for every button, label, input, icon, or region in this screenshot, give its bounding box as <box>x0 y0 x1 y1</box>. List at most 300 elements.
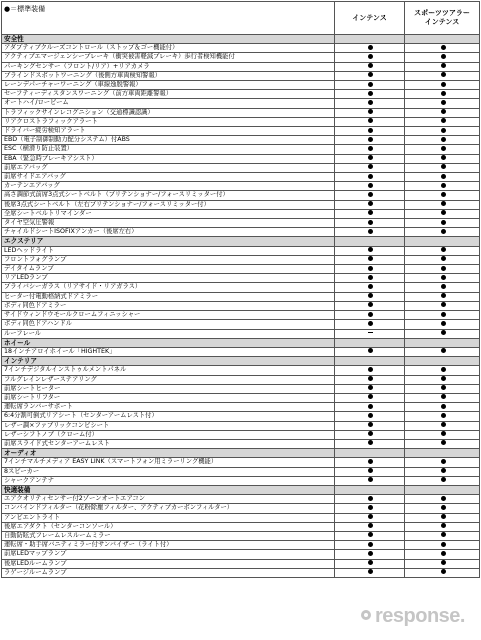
standard-dot-icon <box>368 220 373 225</box>
standard-dot-icon <box>441 220 446 225</box>
standard-dot-icon <box>441 247 446 252</box>
intens-availability <box>335 274 405 283</box>
intens-availability <box>335 476 405 485</box>
standard-dot-icon <box>368 256 373 261</box>
feature-name: プライバシーガラス（リアサイド・リアガラス） <box>2 283 335 292</box>
sports-tourer-availability <box>405 136 480 145</box>
feature-name: 7インチデジタルインストゥルメントパネル <box>2 366 335 375</box>
standard-dot-icon <box>368 440 373 445</box>
watermark-logo <box>371 603 479 629</box>
feature-name: 前席サイドエアバッグ <box>2 173 335 182</box>
standard-dot-icon <box>441 523 446 528</box>
standard-dot-icon <box>368 413 373 418</box>
sports-tourer-availability <box>405 550 480 559</box>
standard-dot-icon <box>368 321 373 326</box>
table-row <box>2 375 480 384</box>
feature-name: 前席シートリフター <box>2 393 335 402</box>
legend-cell: ●＝標準装備 <box>2 2 335 35</box>
table-row <box>2 541 480 550</box>
feature-name: 高さ調節式前席3点式シートベルト（プリテンショナー/フォースリミッター付） <box>2 191 335 200</box>
intens-availability <box>335 531 405 540</box>
standard-dot-icon <box>441 440 446 445</box>
feature-name: 18インチアロイホイール「HIGHTEK」 <box>2 347 335 356</box>
standard-dot-icon <box>368 367 373 372</box>
table-row <box>2 99 480 108</box>
standard-dot-icon <box>368 146 373 151</box>
feature-name: ルーフレール <box>2 329 335 338</box>
standard-dot-icon <box>368 376 373 381</box>
sports-tourer-availability <box>405 513 480 522</box>
sports-tourer-availability <box>405 495 480 504</box>
standard-dot-icon <box>368 128 373 133</box>
standard-dot-icon <box>441 496 446 501</box>
table-row <box>2 568 480 577</box>
sports-tourer-availability <box>405 439 480 448</box>
standard-dot-icon <box>441 100 446 105</box>
standard-dot-icon <box>368 100 373 105</box>
standard-dot-icon <box>441 404 446 409</box>
sports-tourer-availability <box>405 44 480 53</box>
sports-tourer-availability <box>405 255 480 264</box>
standard-dot-icon <box>368 210 373 215</box>
standard-dot-icon <box>441 164 446 169</box>
standard-dot-icon <box>441 128 446 133</box>
feature-name: ドライバー疲労検知アラート <box>2 127 335 136</box>
table-row <box>2 495 480 504</box>
table-row <box>2 393 480 402</box>
standard-dot-icon <box>441 330 446 335</box>
table-row <box>2 329 480 338</box>
intens-availability <box>335 430 405 439</box>
feature-name: 運転席・助手席バニティミラー付サンバイザー（ライト付） <box>2 541 335 550</box>
standard-dot-icon <box>368 164 373 169</box>
standard-dot-icon <box>368 551 373 556</box>
standard-dot-icon <box>368 82 373 87</box>
table-row <box>2 292 480 301</box>
standard-dot-icon <box>368 155 373 160</box>
intens-availability <box>335 117 405 126</box>
standard-dot-icon <box>368 91 373 96</box>
intens-availability <box>335 384 405 393</box>
table-row <box>2 219 480 228</box>
intens-availability <box>335 228 405 237</box>
table-row <box>2 476 480 485</box>
feature-name: チャイルドシートISOFIXアンカー（後席左右） <box>2 228 335 237</box>
feature-name: 自動防眩式フレームレスルームミラー <box>2 531 335 540</box>
standard-dot-icon <box>441 174 446 179</box>
sports-tourer-availability <box>405 403 480 412</box>
intens-availability <box>335 136 405 145</box>
model-sports-tourer-line1: スポーツツアラー <box>414 9 470 17</box>
feature-name: ラゲージルームランプ <box>2 568 335 577</box>
standard-dot-icon <box>441 532 446 537</box>
intens-availability <box>335 182 405 191</box>
table-row <box>2 347 480 356</box>
intens-availability <box>335 81 405 90</box>
intens-availability <box>335 568 405 577</box>
feature-name: LEDヘッドライト <box>2 246 335 255</box>
intens-availability <box>335 71 405 80</box>
standard-dot-icon <box>368 72 373 77</box>
section-header-row <box>2 237 480 246</box>
intens-availability <box>335 219 405 228</box>
feature-name: ボディ同色ドアハンドル <box>2 320 335 329</box>
standard-dot-icon <box>441 82 446 87</box>
standard-dot-icon <box>441 560 446 565</box>
sports-tourer-availability <box>405 467 480 476</box>
sports-tourer-availability <box>405 541 480 550</box>
standard-dot-icon <box>441 385 446 390</box>
sports-tourer-availability <box>405 531 480 540</box>
intens-availability <box>335 292 405 301</box>
standard-dot-icon <box>368 275 373 280</box>
feature-name: サイドウィンドウモールクロームフィニッシャー <box>2 311 335 320</box>
watermark-text: response. <box>375 605 465 627</box>
feature-name: 後席エアダクト（センターコンソール） <box>2 522 335 531</box>
table-row <box>2 246 480 255</box>
watermark-ring-icon <box>361 610 371 620</box>
section-empty-cell <box>335 485 405 494</box>
standard-dot-icon <box>368 532 373 537</box>
sports-tourer-availability <box>405 320 480 329</box>
intens-availability <box>335 541 405 550</box>
feature-name: 前席エアバッグ <box>2 163 335 172</box>
standard-dot-icon <box>441 146 446 151</box>
table-row <box>2 301 480 310</box>
standard-dot-icon <box>368 174 373 179</box>
feature-name: レザー調×ファブリックコンビシート <box>2 421 335 430</box>
standard-dot-icon <box>368 247 373 252</box>
sports-tourer-availability <box>405 421 480 430</box>
standard-dot-icon <box>368 192 373 197</box>
feature-name: 8スピーカー <box>2 467 335 476</box>
intens-availability <box>335 163 405 172</box>
section-title: 安全性 <box>2 35 335 44</box>
standard-dot-icon <box>368 284 373 289</box>
intens-availability <box>335 173 405 182</box>
sports-tourer-availability <box>405 99 480 108</box>
sports-tourer-availability <box>405 182 480 191</box>
feature-name: レーンデパーチャーワーニング（車線逸脱警報） <box>2 81 335 90</box>
standard-dot-icon <box>441 542 446 547</box>
standard-dot-icon <box>441 183 446 188</box>
table-row <box>2 90 480 99</box>
intens-availability <box>335 191 405 200</box>
standard-dot-icon <box>441 514 446 519</box>
standard-dot-icon <box>368 514 373 519</box>
standard-dot-icon <box>368 293 373 298</box>
standard-dot-icon <box>441 275 446 280</box>
standard-dot-icon <box>441 394 446 399</box>
sports-tourer-availability <box>405 246 480 255</box>
sports-tourer-availability <box>405 347 480 356</box>
sports-tourer-availability <box>405 430 480 439</box>
sports-tourer-availability <box>405 366 480 375</box>
standard-dot-icon <box>441 54 446 59</box>
standard-dot-icon <box>441 91 446 96</box>
table-row <box>2 403 480 412</box>
standard-dot-icon <box>441 155 446 160</box>
intens-availability <box>335 403 405 412</box>
feature-name: 運転席ランバーサポート <box>2 403 335 412</box>
intens-availability <box>335 209 405 218</box>
sports-tourer-availability <box>405 108 480 117</box>
feature-name: リアLEDランプ <box>2 274 335 283</box>
table-row <box>2 522 480 531</box>
standard-dot-icon <box>368 542 373 547</box>
model-sports-tourer-line2: インテンス <box>424 18 460 26</box>
feature-name: アクティブエマージェンシーブレーキ（衝突被害軽減ブレーキ）歩行者検知機能付 <box>2 53 335 62</box>
section-title: 快適装備 <box>2 485 335 494</box>
table-row <box>2 421 480 430</box>
feature-name: フルグレインレザーステアリング <box>2 375 335 384</box>
intens-availability <box>335 108 405 117</box>
standard-dot-icon <box>368 505 373 510</box>
standard-dot-icon <box>441 477 446 482</box>
table-row <box>2 430 480 439</box>
feature-name: リアクロストラフィックアラート <box>2 117 335 126</box>
standard-dot-icon <box>441 109 446 114</box>
sports-tourer-availability <box>405 228 480 237</box>
table-row <box>2 559 480 568</box>
standard-dot-icon <box>441 312 446 317</box>
standard-dot-icon <box>441 551 446 556</box>
feature-name: セーフティーディスタンスワーニング（前方車両距離警報） <box>2 90 335 99</box>
table-row <box>2 504 480 513</box>
feature-name: 後席3点式シートベルト（左右プリテンショナー/フォースリミッター付） <box>2 200 335 209</box>
feature-name: ヒーター付電動格納式ドアミラー <box>2 292 335 301</box>
not-available-dash-icon <box>368 332 373 333</box>
standard-dot-icon <box>368 496 373 501</box>
table-row <box>2 209 480 218</box>
intens-availability <box>335 255 405 264</box>
feature-name: ブラインドスポットワーニング（後側方車両検知警報） <box>2 71 335 80</box>
intens-availability <box>335 458 405 467</box>
table-row <box>2 366 480 375</box>
standard-dot-icon <box>368 266 373 271</box>
table-row <box>2 265 480 274</box>
sports-tourer-availability <box>405 292 480 301</box>
section-title: インテリア <box>2 357 335 366</box>
sports-tourer-availability <box>405 127 480 136</box>
feature-name: アダプティブクルーズコントロール（ストップ＆ゴー機能付） <box>2 44 335 53</box>
intens-availability <box>335 366 405 375</box>
sports-tourer-availability <box>405 145 480 154</box>
feature-name: オートハイ/ロービーム <box>2 99 335 108</box>
feature-name: ESC（横滑り防止装置） <box>2 145 335 154</box>
section-header-row <box>2 357 480 366</box>
standard-dot-icon <box>368 459 373 464</box>
sports-tourer-availability <box>405 191 480 200</box>
table-row <box>2 200 480 209</box>
intens-availability <box>335 154 405 163</box>
table-row <box>2 311 480 320</box>
feature-name: レザーシフトノブ（クローム付） <box>2 430 335 439</box>
standard-dot-icon <box>368 201 373 206</box>
table-row <box>2 145 480 154</box>
standard-dot-icon <box>441 266 446 271</box>
standard-dot-icon <box>441 376 446 381</box>
sports-tourer-availability <box>405 81 480 90</box>
intens-availability <box>335 495 405 504</box>
intens-availability <box>335 200 405 209</box>
sports-tourer-availability <box>405 62 480 71</box>
intens-availability <box>335 62 405 71</box>
intens-availability <box>335 513 405 522</box>
standard-dot-icon <box>441 293 446 298</box>
intens-availability <box>335 504 405 513</box>
table-row <box>2 44 480 53</box>
sports-tourer-availability <box>405 274 480 283</box>
intens-availability <box>335 412 405 421</box>
table-row <box>2 81 480 90</box>
intens-availability <box>335 265 405 274</box>
sports-tourer-availability <box>405 90 480 99</box>
table-row <box>2 255 480 264</box>
standard-dot-icon <box>368 183 373 188</box>
table-row <box>2 53 480 62</box>
section-empty-cell <box>335 338 405 347</box>
table-row <box>2 127 480 136</box>
table-row <box>2 320 480 329</box>
sports-tourer-availability <box>405 209 480 218</box>
section-title: エクステリア <box>2 237 335 246</box>
table-row <box>2 163 480 172</box>
table-row <box>2 117 480 126</box>
intens-availability <box>335 246 405 255</box>
standard-dot-icon <box>368 523 373 528</box>
intens-availability <box>335 90 405 99</box>
feature-name: EBD（電子制御制動力配分システム）付ABS <box>2 136 335 145</box>
standard-dot-icon <box>368 63 373 68</box>
sports-tourer-availability <box>405 219 480 228</box>
sports-tourer-availability <box>405 265 480 274</box>
standard-dot-icon <box>368 477 373 482</box>
table-row <box>2 154 480 163</box>
feature-name: エアクオリティセンサー付2ゾーンオートエアコン <box>2 495 335 504</box>
sports-tourer-availability <box>405 200 480 209</box>
sports-tourer-availability <box>405 375 480 384</box>
intens-availability <box>335 127 405 136</box>
standard-dot-icon <box>441 192 446 197</box>
section-empty-cell <box>405 237 480 246</box>
intens-availability <box>335 393 405 402</box>
standard-dot-icon <box>368 431 373 436</box>
intens-availability <box>335 283 405 292</box>
feature-name: 前席シートヒーター <box>2 384 335 393</box>
intens-availability <box>335 559 405 568</box>
feature-name: デイタイムランプ <box>2 265 335 274</box>
standard-dot-icon <box>441 422 446 427</box>
section-title: オーディオ <box>2 449 335 458</box>
section-empty-cell <box>405 357 480 366</box>
table-row <box>2 274 480 283</box>
table-row <box>2 384 480 393</box>
standard-dot-icon <box>441 45 446 50</box>
intens-availability <box>335 301 405 310</box>
feature-name: 6:4分割可倒式リアシート（センターアームレスト付） <box>2 412 335 421</box>
section-header-row <box>2 35 480 44</box>
sports-tourer-availability <box>405 71 480 80</box>
standard-dot-icon <box>368 385 373 390</box>
standard-dot-icon <box>368 54 373 59</box>
spec-table <box>1 1 480 578</box>
standard-dot-icon <box>441 569 446 574</box>
sports-tourer-availability <box>405 117 480 126</box>
standard-dot-icon <box>441 229 446 234</box>
intens-availability <box>335 53 405 62</box>
section-title: ホイール <box>2 338 335 347</box>
feature-name: 全席シートベルトリマインダー <box>2 209 335 218</box>
intens-availability <box>335 145 405 154</box>
table-row <box>2 228 480 237</box>
standard-dot-icon <box>368 468 373 473</box>
standard-dot-icon <box>441 63 446 68</box>
feature-name: カーテンエアバッグ <box>2 182 335 191</box>
standard-dot-icon <box>441 72 446 77</box>
sports-tourer-availability <box>405 458 480 467</box>
intens-availability <box>335 439 405 448</box>
standard-dot-icon <box>441 210 446 215</box>
standard-dot-icon <box>368 560 373 565</box>
spec-table-body <box>2 2 480 578</box>
standard-dot-icon <box>368 348 373 353</box>
header-row <box>2 2 480 35</box>
section-empty-cell <box>335 357 405 366</box>
feature-name: フロントフォグランプ <box>2 255 335 264</box>
sports-tourer-availability <box>405 568 480 577</box>
table-row <box>2 467 480 476</box>
standard-dot-icon <box>368 118 373 123</box>
table-row <box>2 191 480 200</box>
feature-name: タイヤ空気圧警報 <box>2 219 335 228</box>
standard-dot-icon <box>368 137 373 142</box>
feature-name: コンバインドフィルター（花粉除塵フィルター、アクティブカーボンフィルター） <box>2 504 335 513</box>
sports-tourer-availability <box>405 154 480 163</box>
sports-tourer-availability <box>405 522 480 531</box>
sports-tourer-availability <box>405 476 480 485</box>
section-empty-cell <box>405 485 480 494</box>
table-row <box>2 283 480 292</box>
standard-dot-icon <box>441 321 446 326</box>
standard-dot-icon <box>441 137 446 142</box>
model-intens-header: インテンス <box>335 2 405 35</box>
table-row <box>2 173 480 182</box>
sports-tourer-availability <box>405 283 480 292</box>
standard-dot-icon <box>441 459 446 464</box>
standard-dot-icon <box>441 256 446 261</box>
sports-tourer-availability <box>405 311 480 320</box>
sports-tourer-availability <box>405 301 480 310</box>
feature-name: パーキングセンサー（フロント/リア）+リアカメラ <box>2 62 335 71</box>
standard-dot-icon <box>368 404 373 409</box>
standard-dot-icon <box>368 312 373 317</box>
intens-availability <box>335 522 405 531</box>
standard-dot-icon <box>368 109 373 114</box>
table-row <box>2 458 480 467</box>
intens-availability <box>335 329 405 338</box>
model-sports-tourer-header <box>405 2 480 35</box>
table-row <box>2 71 480 80</box>
standard-dot-icon <box>441 367 446 372</box>
sports-tourer-availability <box>405 173 480 182</box>
intens-availability <box>335 421 405 430</box>
feature-name: 前席LEDマップランプ <box>2 550 335 559</box>
table-row <box>2 531 480 540</box>
standard-dot-icon <box>368 302 373 307</box>
feature-name: EBA（緊急時ブレーキアシスト） <box>2 154 335 163</box>
standard-dot-icon <box>368 229 373 234</box>
